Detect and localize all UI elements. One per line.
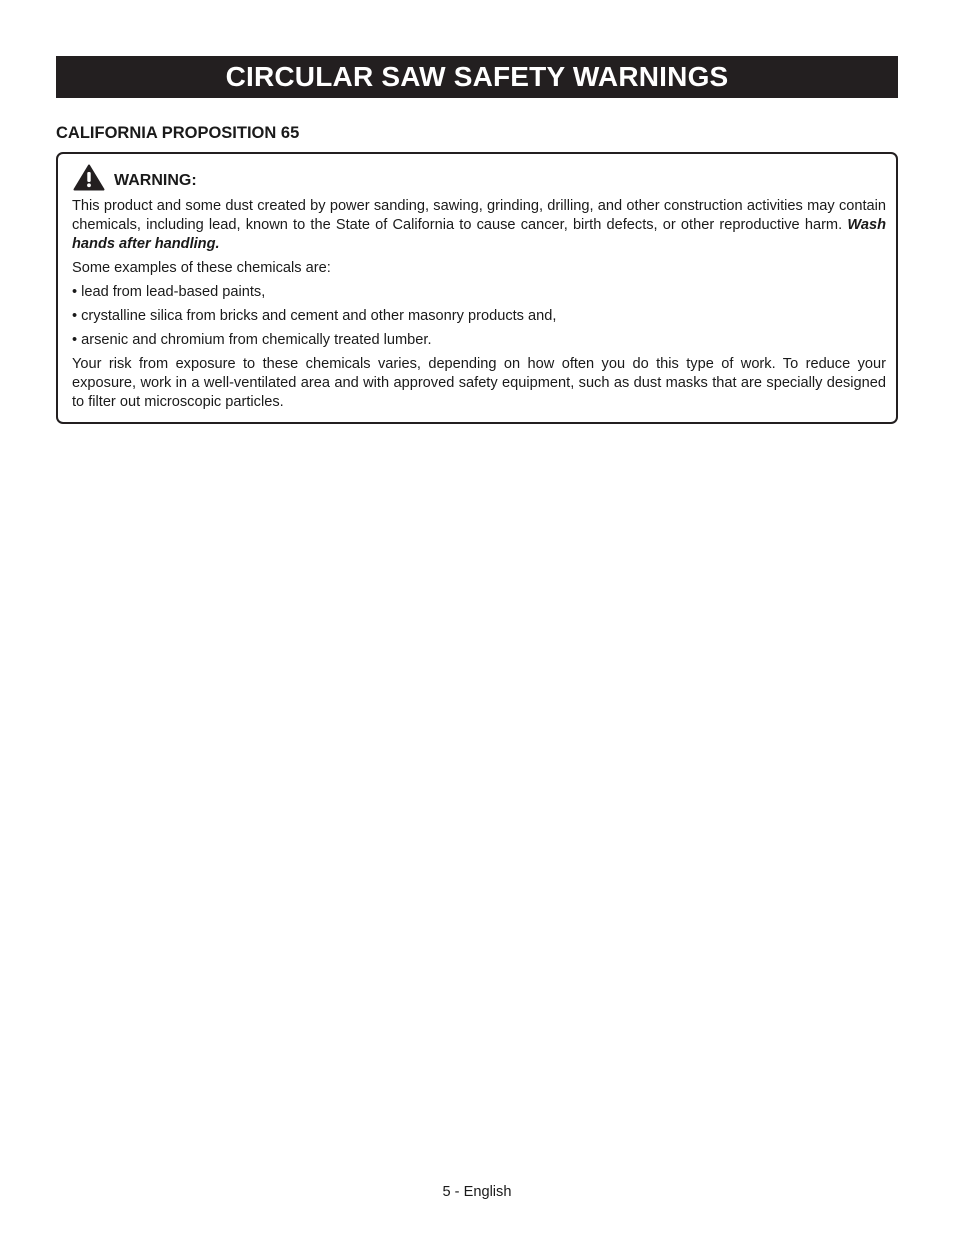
list-item: • lead from lead-based paints,: [72, 283, 886, 302]
warning-intro-emphasis: Wash hands after handling.: [72, 217, 886, 252]
warning-triangle-icon: [73, 164, 105, 191]
warning-intro-text: This product and some dust created by power sanding, sawing, grinding, drilling, and other construction activities may contain chemicals, including lead, known to the State of California to cause cancer, birth defects, or other reproductive harm.: [72, 198, 886, 233]
section-heading: CALIFORNIA PROPOSITION 65: [56, 124, 300, 142]
warning-intro-paragraph: [72, 197, 886, 254]
examples-lead: Some examples of these chemicals are:: [72, 260, 331, 276]
title-bar: [56, 56, 898, 98]
warning-body: [72, 197, 886, 412]
warning-box: [56, 152, 898, 424]
list-item: • arsenic and chromium from chemically treated lumber.: [72, 331, 886, 350]
warning-label: WARNING:: [114, 171, 197, 189]
page-footer: 5 - English: [442, 1184, 512, 1200]
page-title: CIRCULAR SAW SAFETY WARNINGS: [225, 61, 729, 92]
warning-header: [73, 164, 197, 191]
risk-paragraph: Your risk from exposure to these chemicals varies, depending on how often you do this type of work. To reduce your exposure, work in a well-ventilated area and with approved safety equipment, such as dust masks that are specially designed to filter out microscopic particles.: [72, 356, 886, 410]
examples-list: [72, 283, 886, 350]
list-item: • crystalline silica from bricks and cement and other masonry products and,: [72, 307, 886, 326]
